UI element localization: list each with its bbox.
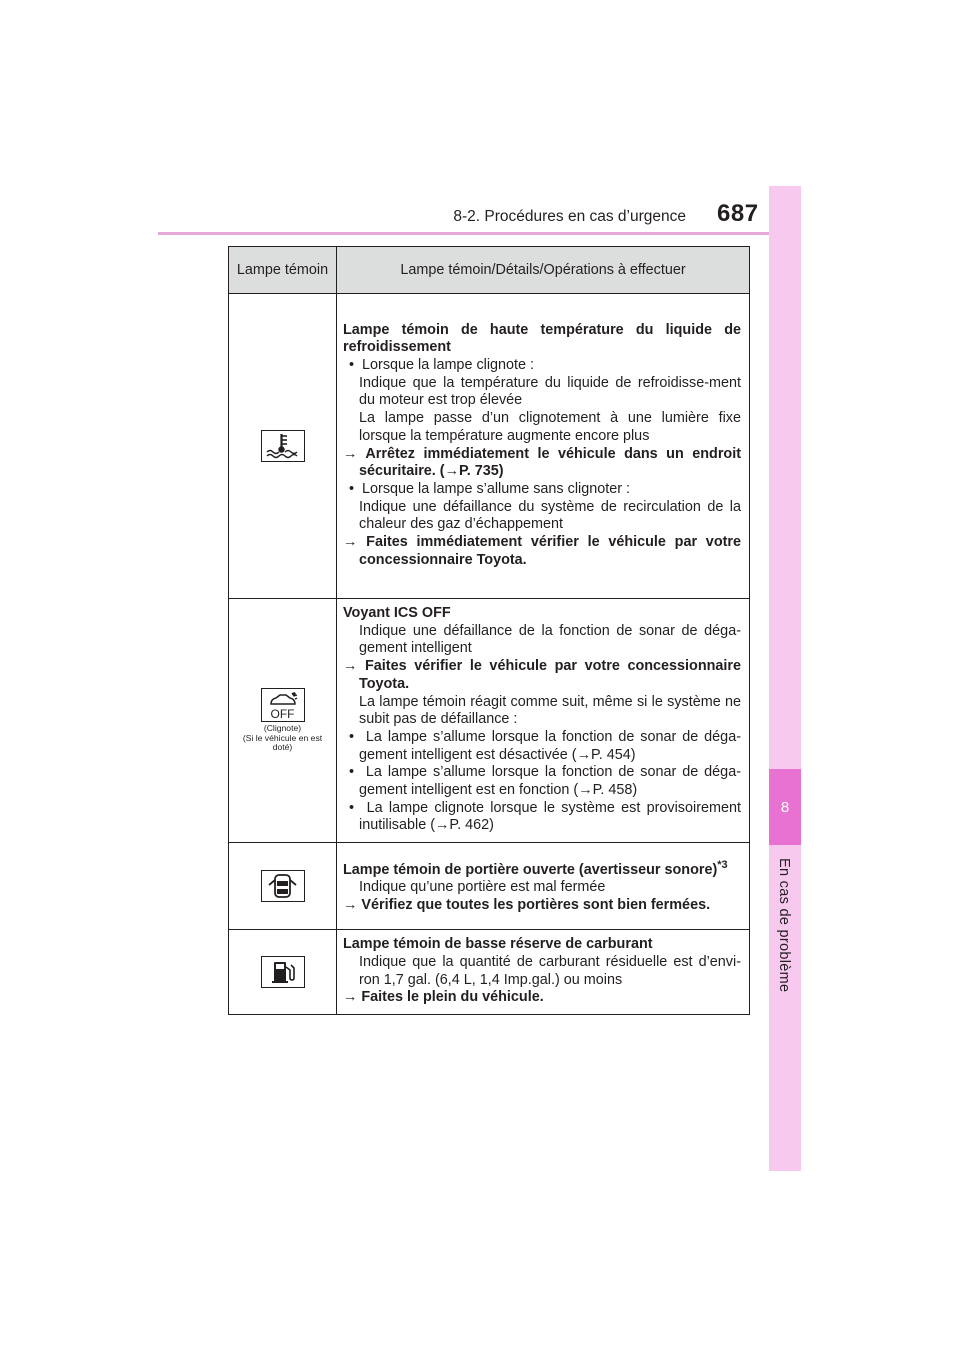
section-title: 8-2. Procédures en cas d’urgence — [453, 208, 686, 225]
lamp-icon-cell — [229, 930, 337, 1015]
action-line: → Vérifiez que toutes les portières sont bien fermées. — [343, 896, 711, 913]
action-line: → Faites le plein du véhicule. — [343, 989, 544, 1006]
ics-off-icon — [261, 688, 305, 722]
coolant-temperature-icon — [261, 430, 305, 462]
fuel-pump-icon — [261, 956, 305, 988]
action-text: Faites le plein du véhicule. — [361, 989, 544, 1006]
table-row — [229, 843, 750, 930]
action-text: Vérifiez que toutes les portières sont bien fermées. — [361, 896, 711, 913]
bullet-text: La lampe s’allume lorsque la fonction de sonar de déga-gement intelligent est en fonction ( — [359, 764, 741, 799]
ics-off-icon-label: OFF — [270, 707, 295, 722]
action-line: → Arrêtez immédiatement le véhicule dans un endroit sécuritaire. (→P. 735) — [343, 445, 741, 480]
bullet-item: • La lampe s’allume lorsque la fonction de sonar de déga-gement intelligent est désactivée (→P. 454) — [349, 728, 741, 763]
lamp-icon-cell — [229, 599, 337, 843]
bullet-item: • Lorsque la lampe s’allume sans clignoter : Indique une défaillance du système de recirculation de la chaleur des gaz d’échappement — [349, 480, 741, 533]
lamp-title: Lampe témoin de basse réserve de carburant — [343, 936, 653, 953]
page-reference-link[interactable]: P. 462) — [449, 817, 494, 834]
lamp-icon-cell — [229, 843, 337, 930]
door-open-icon — [261, 870, 305, 902]
lamp-icon-cell — [229, 294, 337, 599]
footnote-marker: *3 — [717, 858, 728, 871]
bullet-subtext: Indique que la température du liquide de refroidisse-ment du moteur est trop élevée — [359, 374, 741, 409]
bullet-subtext: La lampe passe d’un clignotement à une lumière fixe lorsque la température augmente encore plus — [359, 410, 741, 444]
chapter-side-tab[interactable] — [769, 186, 801, 1171]
icon-caption: (Clignote) — [263, 723, 302, 734]
page-reference-link[interactable]: P. 454) — [590, 746, 636, 763]
bullet-text: Lorsque la lampe clignote : — [362, 356, 535, 373]
description-text: Indique qu’une portière est mal fermée — [359, 879, 606, 896]
description-text: Indique que la quantité de carburant résiduelle est d’envi-ron 1,7 gal. (6,4 L, 1,4 Imp.gal.) ou moins — [359, 953, 741, 988]
description-text: Indique une défaillance de la fonction de sonar de déga-gement intelligent — [359, 622, 741, 657]
bullet-item: • Lorsque la lampe clignote : Indique que la température du liquide de refroidisse-ment du moteur est trop élevée La lampe passe d’un clignotement à une lumière fixe lorsque la température augmente encore plus — [349, 356, 741, 444]
action-line: → Faites immédiatement vérifier le véhicule par votre concessionnaire Toyota. — [343, 534, 741, 568]
icon-caption: (Si le véhicule en est doté) — [242, 732, 323, 753]
page-reference-link[interactable]: P. 458) — [592, 782, 638, 799]
bullet-item: • La lampe s’allume lorsque la fonction de sonar de déga-gement intelligent est en fonction (→P. 458) — [349, 764, 741, 799]
table-row — [229, 930, 750, 1015]
bullet-text: Lorsque la lampe s’allume sans clignoter : — [362, 480, 631, 497]
action-text: Faites immédiatement vérifier le véhicule par votre concessionnaire Toyota. — [359, 534, 741, 568]
bullet-text: La lampe s’allume lorsque la fonction de sonar de déga-gement intelligent est désactivée ( — [359, 728, 741, 763]
lamp-details-cell — [337, 843, 750, 930]
description-text: La lampe témoin réagit comme suit, même si le système ne subit pas de défaillance : — [359, 693, 741, 728]
chapter-label: En cas de problème — [776, 858, 792, 993]
table-row — [229, 599, 750, 843]
lamp-title — [343, 857, 741, 880]
action-text: Arrêtez immédiatement le véhicule dans un endroit sécuritaire. ( — [359, 445, 741, 480]
header-rule — [158, 232, 800, 235]
bullet-item: • La lampe clignote lorsque le système est provisoirement inutilisable (→P. 462) — [349, 799, 741, 834]
lamp-details-cell — [337, 294, 750, 599]
action-text: Faites vérifier le véhicule par votre concessionnaire Toyota. — [359, 658, 742, 692]
lamp-title: Voyant ICS OFF — [343, 605, 451, 621]
table-header-row — [229, 247, 750, 294]
column-header-details: Lampe témoin/Détails/Opérations à effectuer — [337, 247, 750, 294]
lamp-title: Lampe témoin de haute température du liquide de refroidissement — [343, 321, 741, 356]
table-row — [229, 294, 750, 599]
page-reference-link[interactable]: P. 735) — [458, 463, 504, 480]
page-number: 687 — [717, 200, 759, 227]
bullet-subtext: Indique une défaillance du système de recirculation de la chaleur des gaz d’échappement — [359, 498, 741, 533]
warning-lamp-table — [228, 246, 750, 1015]
bullet-text: La lampe clignote lorsque le système est provisoirement inutilisable ( — [359, 799, 741, 834]
chapter-number: 8 — [769, 769, 801, 845]
lamp-title-text: Lampe témoin de portière ouverte (avertisseur sonore) — [343, 861, 718, 878]
action-line: → Faites vérifier le véhicule par votre concessionnaire Toyota. — [343, 658, 742, 692]
lamp-details-cell — [337, 930, 750, 1015]
column-header-lamp: Lampe témoin — [229, 247, 337, 294]
lamp-details-cell — [337, 599, 750, 843]
